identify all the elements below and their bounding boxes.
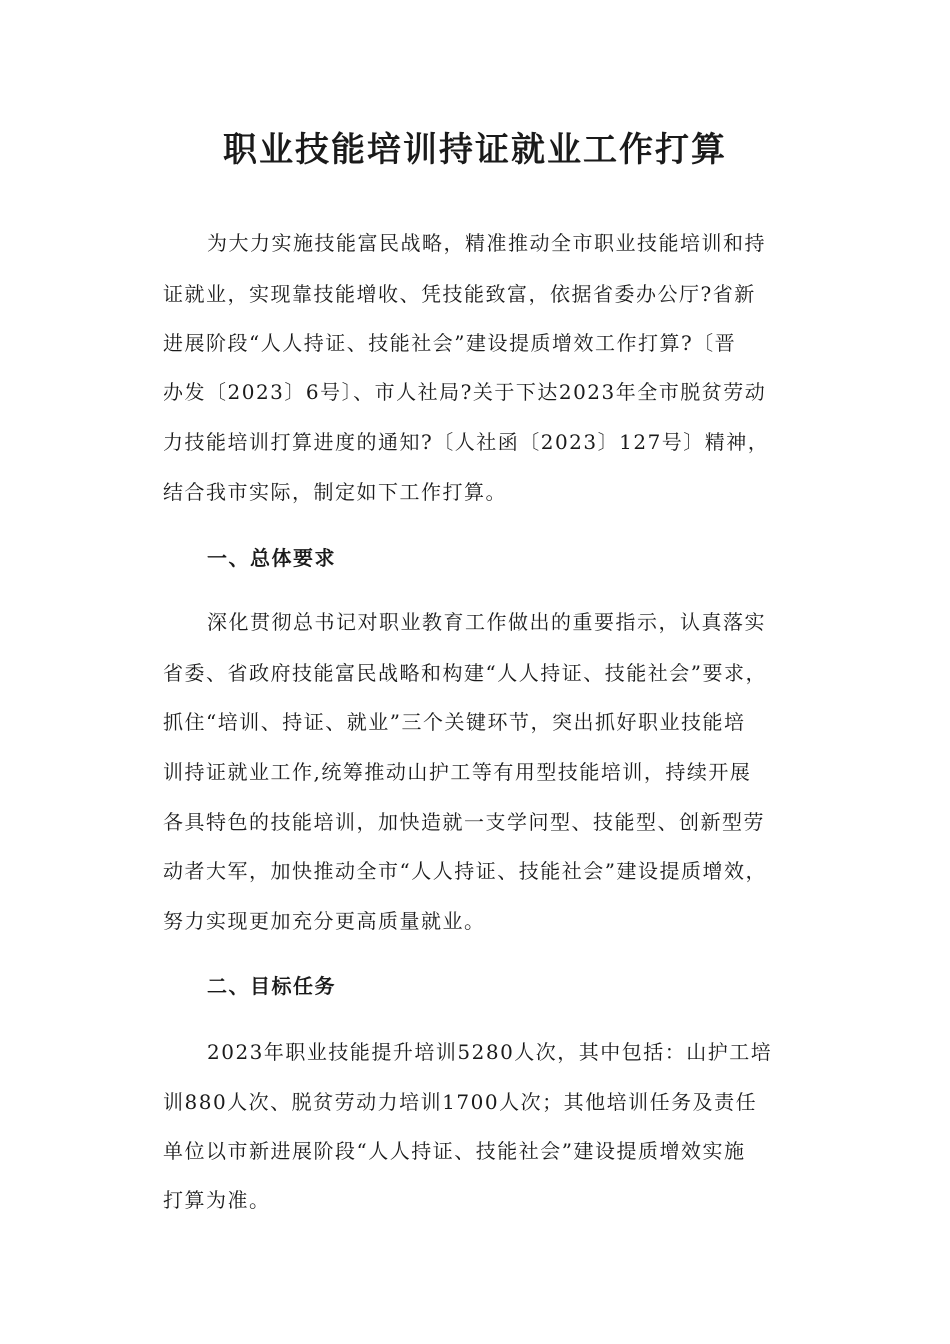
intro-line-5: 力技能培训打算进度的通知?〔人社函〔2023〕127号〕精神， — [163, 430, 770, 454]
section1-heading: 一、总体要求 — [207, 546, 336, 570]
section1-line-7: 努力实现更加充分更高质量就业。 — [163, 909, 486, 933]
section2-line-2: 训880人次、脱贫劳动力培训1700人次；其他培训任务及责任 — [163, 1090, 758, 1114]
document-title: 职业技能培训持证就业工作打算 — [223, 130, 727, 170]
intro-line-1: 为大力实施技能富民战略，精准推动全市职业技能培训和持 — [207, 231, 766, 255]
intro-line-2: 证就业，实现靠技能增收、凭技能致富，依据省委办公厅?省新 — [163, 282, 756, 306]
section1-line-1: 深化贯彻总书记对职业教育工作做出的重要指示，认真落实 — [207, 610, 766, 634]
section2-line-3: 单位以市新进展阶段“人人持证、技能社会”建设提质增效实施 — [163, 1139, 746, 1163]
section2-line-4: 打算为准。 — [163, 1188, 271, 1212]
section1-line-4: 训持证就业工作,统筹推动山护工等有用型技能培训，持续开展 — [163, 760, 752, 784]
intro-line-3: 进展阶段“人人持证、技能社会”建设提质增效工作打算?〔晋 — [163, 331, 737, 355]
section1-line-2: 省委、省政府技能富民战略和构建“人人持证、技能社会”要求， — [163, 661, 767, 685]
section2-heading: 二、目标任务 — [207, 974, 336, 998]
section1-line-3: 抓住“培训、持证、就业”三个关键环节，突出抓好职业技能培 — [163, 710, 746, 734]
intro-line-4: 办发〔2023〕6号〕、市人社局?关于下达2023年全市脱贫劳动 — [163, 380, 767, 404]
section1-line-6: 动者大军，加快推动全市“人人持证、技能社会”建设提质增效， — [163, 859, 767, 883]
section2-line-1: 2023年职业技能提升培训5280人次，其中包括：山护工培 — [207, 1040, 773, 1064]
intro-line-6: 结合我市实际，制定如下工作打算。 — [163, 480, 507, 504]
section1-line-5: 各具特色的技能培训，加快造就一支学问型、技能型、创新型劳 — [163, 810, 765, 834]
